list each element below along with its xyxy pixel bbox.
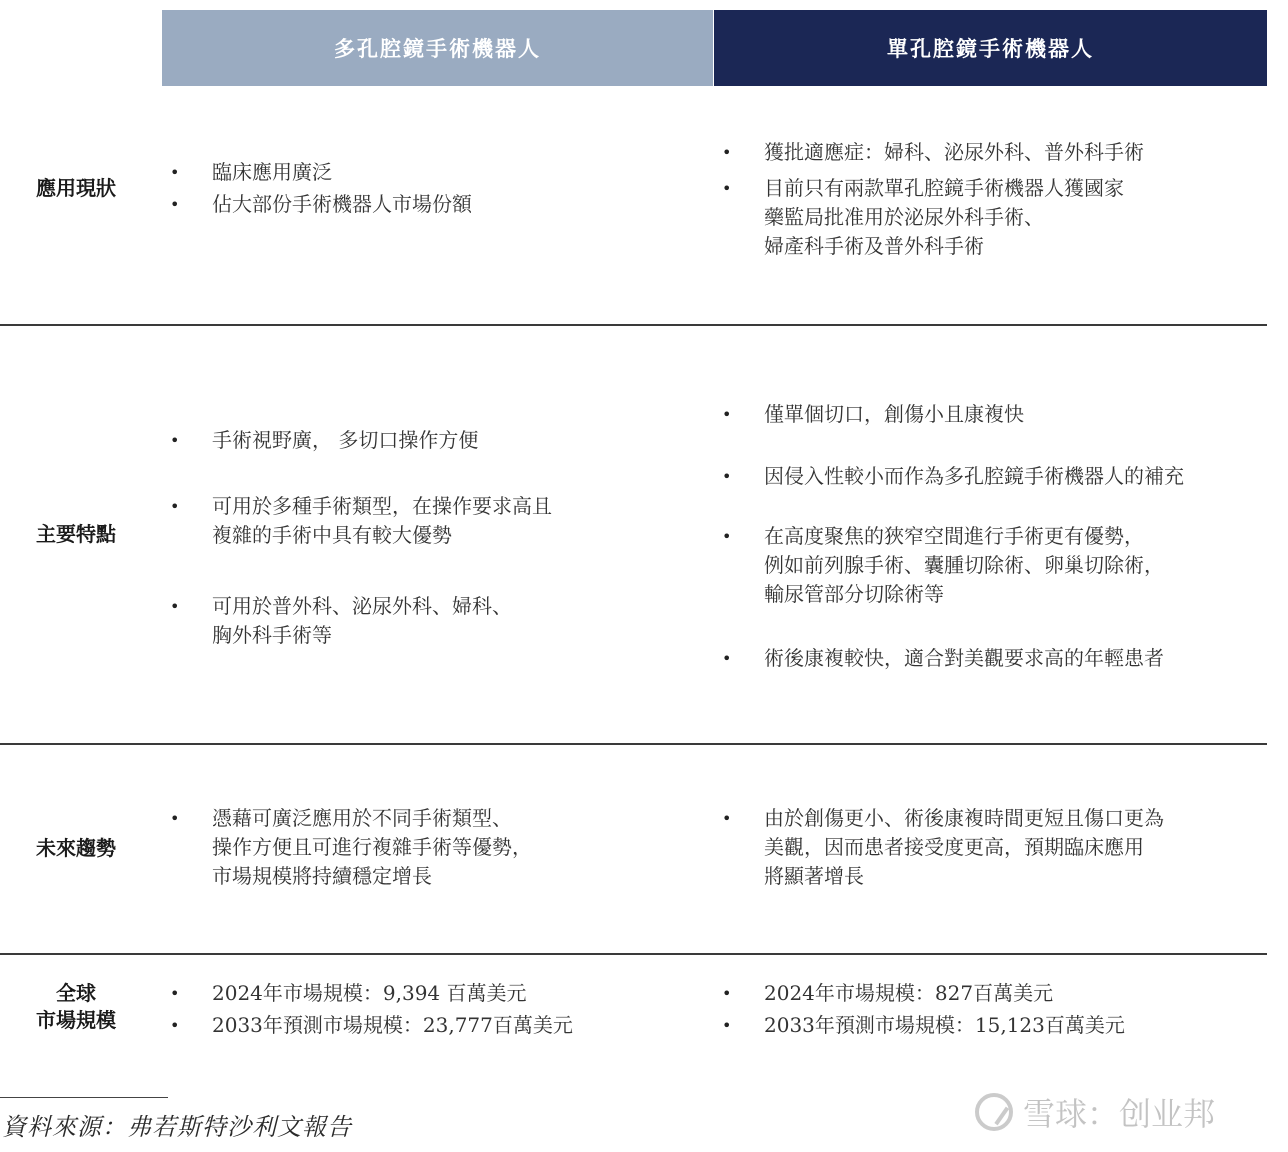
bullet-icon: •	[170, 431, 180, 450]
bullet-icon: •	[170, 1016, 180, 1035]
watermark	[975, 1088, 1215, 1136]
row-label-global-market-size: 全球 市場規模	[36, 981, 116, 1032]
row-divider	[0, 743, 1267, 745]
row-label-future-trend: 未來趨勢	[36, 836, 116, 860]
bullet-icon: •	[170, 984, 180, 1003]
bullet-icon: •	[170, 597, 180, 616]
bullet-icon: •	[170, 809, 180, 828]
row-label-main-features: 主要特點	[36, 522, 116, 546]
watermark-text: 雪球：创业邦	[1023, 1095, 1216, 1133]
row-divider	[0, 953, 1267, 955]
bullet-icon: •	[722, 984, 732, 1003]
bullet-icon: •	[170, 497, 180, 516]
row-divider	[0, 324, 1267, 326]
bullet-icon: •	[722, 527, 732, 546]
bullet-icon: •	[722, 1016, 732, 1035]
column-header-single-port: 單孔腔鏡手術機器人	[714, 10, 1267, 86]
bullet-icon: •	[170, 195, 180, 214]
column-header-multi-port: 多孔腔鏡手術機器人	[162, 10, 713, 86]
source-note: 資料來源：弗若斯特沙利文報告	[2, 1113, 352, 1141]
bullet-icon: •	[722, 143, 732, 162]
bullet-icon: •	[170, 163, 180, 182]
snowball-logo-icon	[975, 1093, 1013, 1131]
bullet-icon: •	[722, 179, 732, 198]
bullet-icon: •	[722, 809, 732, 828]
bullet-icon: •	[722, 649, 732, 668]
source-rule	[0, 1097, 168, 1098]
bullet-icon: •	[722, 405, 732, 424]
bullet-icon: •	[722, 467, 732, 486]
row-label-application-status: 應用現狀	[36, 176, 116, 200]
